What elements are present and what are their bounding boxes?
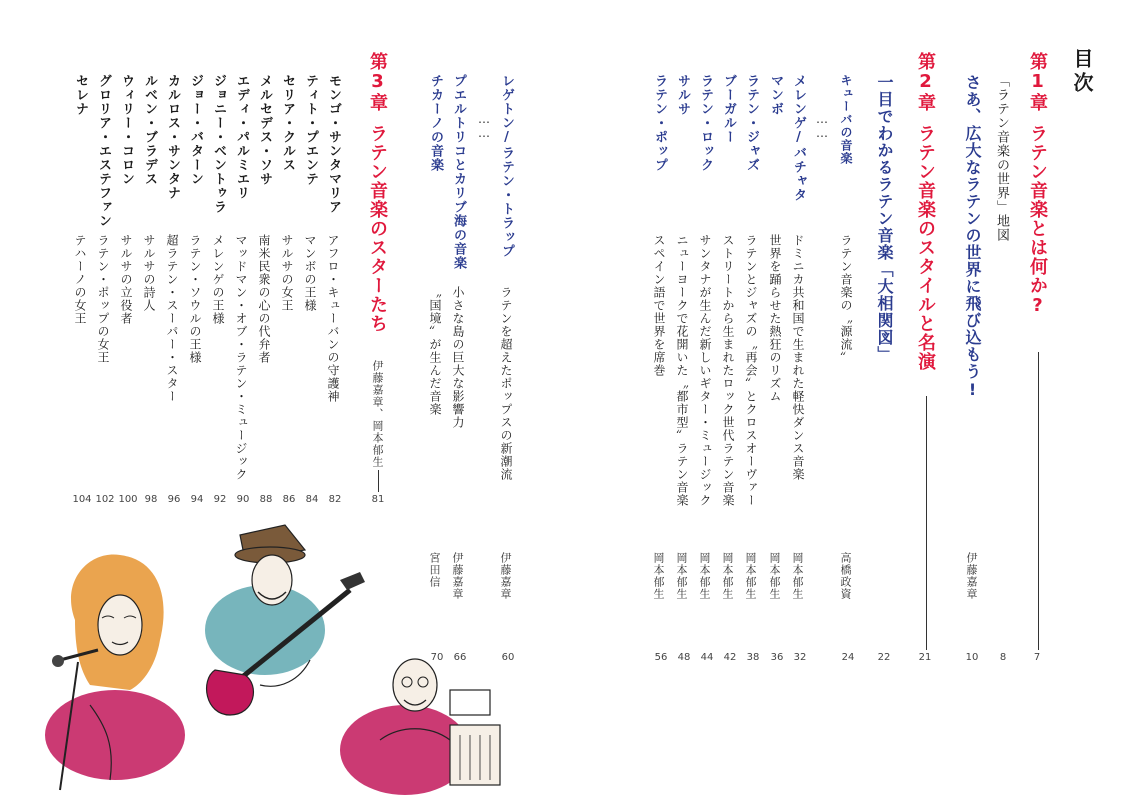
- entry-map-page: 8: [999, 652, 1007, 663]
- ellipsis-2: ……: [477, 112, 491, 140]
- star-page-celia: 86: [282, 494, 296, 505]
- entry-reggaeton-author: 伊藤嘉章: [499, 552, 512, 600]
- toc-title: 目次: [1070, 48, 1094, 96]
- star-name-tito[interactable]: ティト・プエンテ: [303, 74, 318, 186]
- star-desc-willie: サルサの立役者: [119, 234, 133, 325]
- entry-reggaeton-title[interactable]: レゲトン/ラテン・トラップ: [499, 74, 514, 258]
- star-name-willie[interactable]: ウィリー・コロン: [119, 74, 134, 186]
- chapter2-leader: [926, 396, 927, 650]
- star-name-selena[interactable]: セレナ: [73, 74, 88, 116]
- star-page-tito: 84: [305, 494, 319, 505]
- chapter3-page: 81: [371, 494, 385, 505]
- entry-latinpop-page: 56: [654, 652, 668, 663]
- entry-latinpop-title[interactable]: ラテン・ポップ: [652, 74, 667, 172]
- entry-cuba-author: 高橋政資: [839, 552, 852, 600]
- chapter1-heading[interactable]: [1028, 52, 1046, 317]
- entry-latinrock-sub: サンタナが生んだ新しいギター・ミュージック: [698, 234, 712, 507]
- star-desc-celia: サルサの女王: [280, 234, 294, 312]
- chapter3-author: 伊藤嘉章、岡本郁生: [371, 360, 384, 468]
- pianist-illustration: [340, 659, 500, 795]
- star-desc-gloria: ラテン・ポップの女王: [96, 234, 110, 364]
- star-page-willie: 100: [118, 494, 138, 505]
- star-page-joe: 94: [190, 494, 204, 505]
- chapter3-label: 第3章: [367, 52, 388, 112]
- entry-boogaloo-page: 42: [723, 652, 737, 663]
- entry-chicano-author: 宮田信: [428, 552, 441, 588]
- chapter3-leader: [378, 470, 379, 492]
- chapter2-page: 21: [918, 652, 932, 663]
- entry-latinjazz-author: 岡本郁生: [744, 552, 757, 600]
- star-name-mercedes[interactable]: メルセデス・ソサ: [257, 74, 272, 186]
- star-name-ruben[interactable]: ルベン・ブラデス: [142, 74, 157, 186]
- entry-boogaloo-sub: ストリートから生まれたロック世代ラテン音楽: [721, 234, 735, 507]
- entry-merengue-page: 32: [793, 652, 807, 663]
- star-name-celia[interactable]: セリア・クルス: [280, 74, 295, 172]
- star-desc-ruben: サルサの詩人: [142, 234, 156, 312]
- entry-cuba-sub: ラテン音楽の〝源流〟: [839, 234, 853, 364]
- star-page-gloria: 102: [95, 494, 115, 505]
- chapter3-title: ラテン音楽のスターたち: [367, 124, 388, 333]
- star-page-selena: 104: [72, 494, 92, 505]
- entry-merengue-sub: ドミニカ共和国で生まれた軽快ダンス音楽: [791, 234, 805, 481]
- singer-illustration: [45, 554, 185, 790]
- chapter2-heading[interactable]: [916, 52, 934, 371]
- chapter1-label: 第1章: [1027, 52, 1048, 112]
- star-name-gloria[interactable]: グロリア・エステファン: [96, 74, 111, 228]
- star-desc-mercedes: 南米民衆の心の代弁者: [257, 234, 271, 364]
- entry-salsa-page: 48: [677, 652, 691, 663]
- entry-cuba-page: 24: [841, 652, 855, 663]
- entry-latinpop-author: 岡本郁生: [652, 552, 665, 600]
- star-name-mongo[interactable]: モンゴ・サンタマリア: [326, 74, 341, 214]
- guitarist-illustration: [205, 525, 365, 715]
- entry-salsa-sub: ニューヨークで花開いた〝都市型〟ラテン音楽: [675, 234, 689, 507]
- entry-chicano-page: 70: [430, 652, 444, 663]
- chapter1-title: ラテン音楽とは何か?: [1027, 124, 1048, 317]
- entry-latinjazz-sub: ラテンとジャズの〝再会〟とクロスオーヴァー: [744, 234, 758, 507]
- star-page-carlos: 96: [167, 494, 181, 505]
- star-desc-carlos: 超ラテン・スーパー・スター: [165, 234, 179, 403]
- entry-mambo-sub: 世界を踊らせた熱狂のリズム: [768, 234, 782, 403]
- star-desc-johnny: メレンゲの王様: [211, 234, 225, 325]
- entry-map-title[interactable]: 「ラテン音楽の世界」地図: [994, 74, 1009, 242]
- star-name-carlos[interactable]: カルロス・サンタナ: [165, 74, 180, 200]
- star-name-eddie[interactable]: エディ・パルミエリ: [234, 74, 249, 200]
- ellipsis-1: ……: [815, 112, 829, 140]
- entry-latinrock-page: 44: [700, 652, 714, 663]
- entry-cuba-title[interactable]: キューバの音楽: [839, 74, 853, 165]
- star-desc-mongo: アフロ・キューバンの守護神: [326, 234, 340, 403]
- entry-intro-title[interactable]: さあ、広大なラテンの世界に飛び込もう!: [963, 74, 982, 400]
- star-desc-tito: マンボの王様: [303, 234, 317, 312]
- star-desc-selena: テハーノの女王: [73, 234, 87, 325]
- star-page-mongo: 82: [328, 494, 342, 505]
- chapter1-page: 7: [1033, 652, 1041, 663]
- star-page-eddie: 90: [236, 494, 250, 505]
- entry-puertorico-page: 66: [453, 652, 467, 663]
- star-desc-eddie: マッドマン・オブ・ラテン・ミュージック: [234, 234, 248, 481]
- entry-salsa-author: 岡本郁生: [675, 552, 688, 600]
- entry-puertorico-author: 伊藤嘉章: [451, 552, 464, 600]
- entry-merengue-title[interactable]: メレンゲ/バチャタ: [791, 74, 806, 202]
- entry-latinrock-title[interactable]: ラテン・ロック: [698, 74, 713, 172]
- entry-puertorico-sub: 小さな島の巨大な影響力: [451, 286, 465, 429]
- entry-boogaloo-title[interactable]: ブーガルー: [721, 74, 736, 144]
- entry-reggaeton-page: 60: [501, 652, 515, 663]
- entry-mambo-author: 岡本郁生: [768, 552, 781, 600]
- entry-latinrock-author: 岡本郁生: [698, 552, 711, 600]
- entry-intro-page: 10: [965, 652, 979, 663]
- entry-chicano-sub: 〝国境〟が生んだ音楽: [428, 286, 442, 416]
- chapter2-title: ラテン音楽のスタイルと名演: [915, 124, 936, 371]
- entry-boogaloo-author: 岡本郁生: [721, 552, 734, 600]
- entry-chicano-title[interactable]: チカーノの音楽: [428, 74, 443, 172]
- entry-salsa-title[interactable]: サルサ: [675, 74, 690, 116]
- entry-latinjazz-page: 38: [746, 652, 760, 663]
- entry-puertorico-title[interactable]: プエルトリコとカリブ海の音楽: [451, 74, 466, 270]
- entry-merengue-author: 岡本郁生: [791, 552, 804, 600]
- entry-reggaeton-sub: ラテンを超えたポップスの新潮流: [499, 286, 513, 481]
- star-page-johnny: 92: [213, 494, 227, 505]
- star-desc-joe: ラテン・ソウルの王様: [188, 234, 202, 364]
- star-page-ruben: 98: [144, 494, 158, 505]
- chapter3-heading[interactable]: [368, 52, 386, 333]
- entry-chart-page: 22: [877, 652, 891, 663]
- star-name-joe[interactable]: ジョー・バターン: [188, 74, 203, 186]
- entry-mambo-page: 36: [770, 652, 784, 663]
- musicians-illustration: [20, 510, 520, 795]
- star-name-johnny[interactable]: ジョニー・ベントゥラ: [211, 74, 226, 214]
- entry-latinpop-sub: スペイン語で世界を席巻: [652, 234, 666, 377]
- entry-latinjazz-title[interactable]: ラテン・ジャズ: [744, 74, 759, 172]
- entry-mambo-title[interactable]: マンボ: [768, 74, 783, 116]
- entry-chart-title[interactable]: 一目でわかるラテン音楽「大相関図」: [875, 74, 894, 363]
- chapter2-label: 第2章: [915, 52, 936, 112]
- star-page-mercedes: 88: [259, 494, 273, 505]
- chapter1-leader: [1038, 352, 1039, 650]
- entry-intro-author: 伊藤嘉章: [965, 552, 978, 600]
